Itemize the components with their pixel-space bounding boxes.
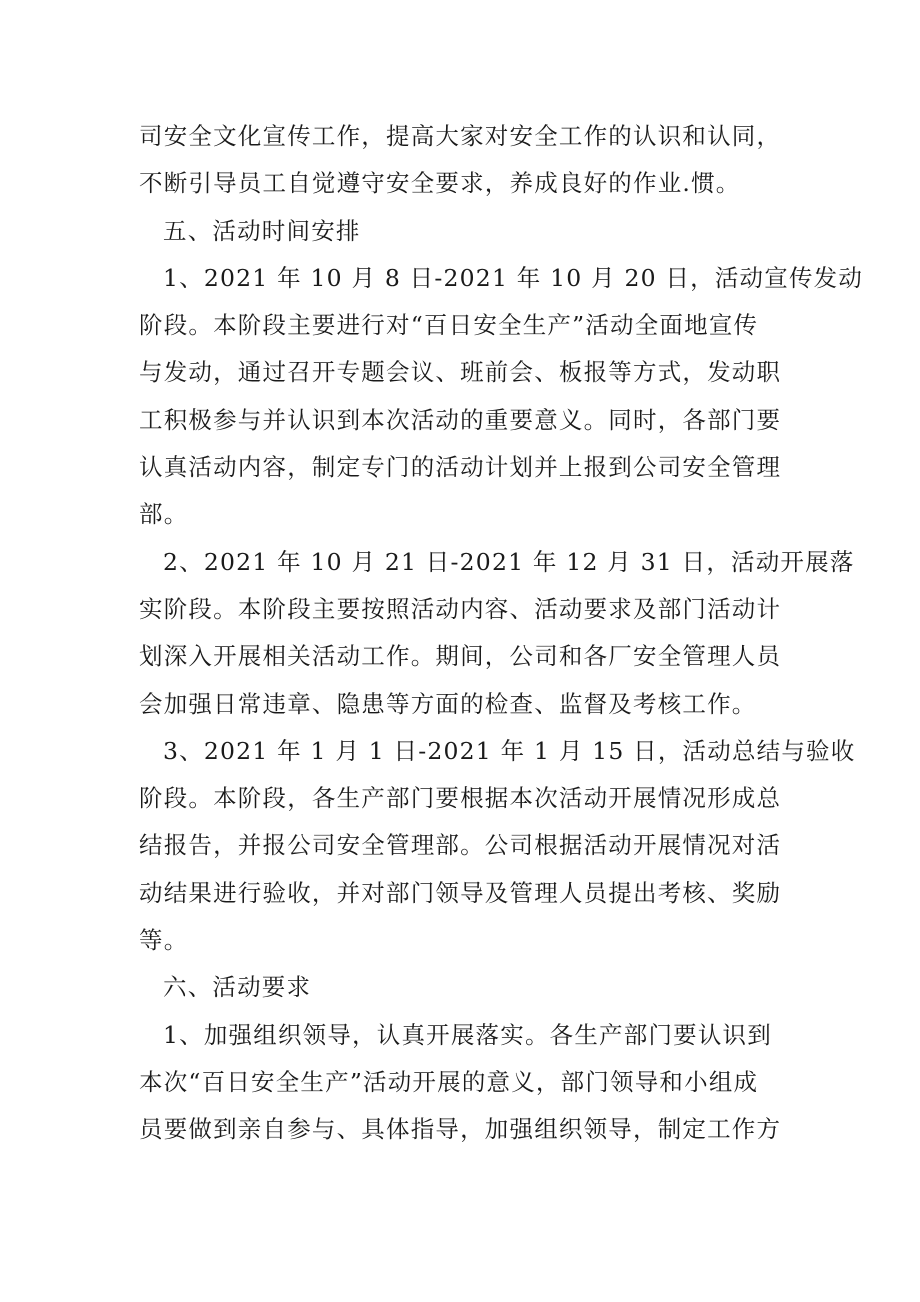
text-line-6: 与发动，通过召开专题会议、班前会、板报等方式，发动职 [139, 358, 782, 387]
text-line-17: 动结果进行验收，并对部门领导及管理人员提出考核、奖励 [139, 878, 782, 907]
text-line-5: 阶段。本阶段主要进行对“百日安全生产”活动全面地宣传 [139, 311, 759, 340]
text-line-4: 1、2021 年 10 月 8 日-2021 年 10 月 20 日，活动宣传发动 [163, 263, 864, 292]
text-line-7: 工积极参与并认识到本次活动的重要意义。同时，各部门要 [139, 405, 782, 434]
text-line-13: 会加强日常违章、隐患等方面的检查、监督及考核工作。 [139, 689, 757, 718]
text-line-11: 实阶段。本阶段主要按照活动内容、活动要求及部门活动计 [139, 594, 782, 623]
text-line-2: 不断引导员工自觉遵守安全要求，养成良好的作业.惯。 [139, 169, 741, 198]
text-line-20: 1、加强组织领导，认真开展落实。各生产部门要认识到 [163, 1020, 772, 1049]
text-line-10: 2、2021 年 10 月 21 日-2021 年 12 月 31 日，活动开展落 [163, 547, 855, 576]
text-line-12: 划深入开展相关活动工作。期间，公司和各厂安全管理人员 [139, 642, 782, 671]
text-line-9: 部。 [139, 500, 189, 529]
text-line-22: 员要做到亲自参与、具体指导，加强组织领导，制定工作方 [139, 1115, 782, 1144]
text-line-21: 本次“百日安全生产”活动开展的意义，部门领导和小组成 [139, 1067, 759, 1096]
document-body [139, 113, 864, 1154]
section-heading-6: 六、活动要求 [163, 973, 312, 1002]
section-heading-5: 五、活动时间安排 [163, 216, 361, 245]
text-line-14: 3、2021 年 1 月 1 日-2021 年 1 月 15 日，活动总结与验收 [163, 736, 856, 765]
text-line-16: 结报告，并报公司安全管理部。公司根据活动开展情况对活 [139, 831, 782, 860]
text-line-1: 司安全文化宣传工作，提高大家对安全工作的认识和认同， [139, 122, 782, 150]
text-line-8: 认真活动内容，制定专门的活动计划并上报到公司安全管理 [139, 453, 782, 482]
text-line-18: 等。 [139, 926, 189, 955]
text-line-15: 阶段。本阶段，各生产部门要根据本次活动开展情况形成总 [139, 784, 782, 813]
